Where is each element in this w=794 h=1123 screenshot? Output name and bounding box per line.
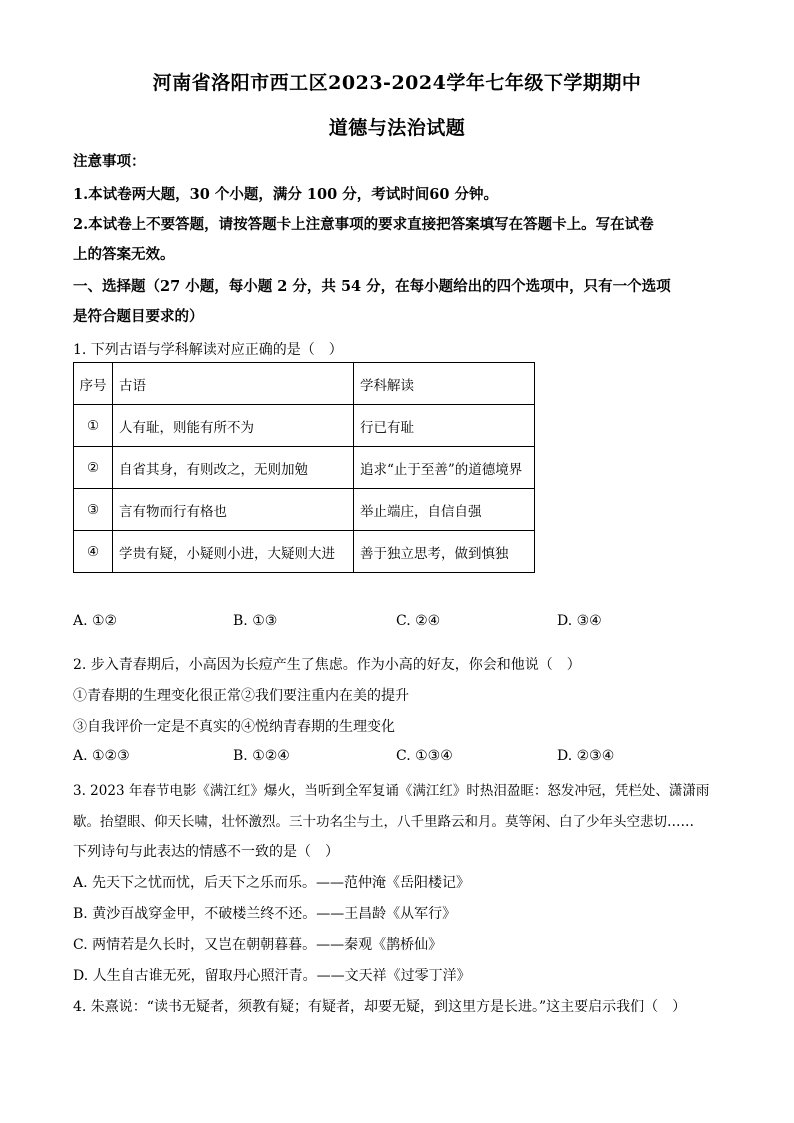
section-heading-line-2: 是符合题目要求的） [73, 308, 204, 325]
table-cell: 学贵有疑，小疑则小进，大疑则大进 [113, 531, 354, 573]
q2-option-b: B. ①②④ [233, 748, 290, 764]
table-cell: 追求“止于至善”的道德境界 [354, 447, 535, 489]
table-cell: ② [74, 447, 113, 489]
exam-subtitle: 道德与法治试题 [328, 117, 466, 139]
q1-stem: 1. 下列古语与学科解读对应正确的是（ ） [73, 342, 343, 358]
table-header-cell: 序号 [74, 363, 113, 405]
notes-item-1: 1.本试卷两大题，30 个小题，满分 100 分，考试时间60 分钟。 [73, 186, 498, 203]
table-cell: 言有物而行有格也 [113, 489, 354, 531]
q2-option-a: A. ①②③ [73, 748, 130, 764]
q3-option-b: B. 黄沙百战穿金甲，不破楼兰终不还。——王昌龄《从军行》 [73, 906, 457, 922]
table-cell: ③ [74, 489, 113, 531]
table-cell: 自省其身，有则改之，无则加勉 [113, 447, 354, 489]
q3-stem-line-2: 歇。抬望眼、仰天长啸，壮怀激烈。三十功名尘与土，八千里路云和月。莫等闲、白了少年头空悲切…… [73, 814, 694, 830]
q4-stem: 4. 朱熹说：“读书无疑者，须教有疑；有疑者，却要无疑，到这里方是长进。”这主要启示我们（ ） [73, 999, 687, 1015]
section-heading-line-1: 一、选择题（27 小题，每小题 2 分，共 54 分，在每小题给出的四个选项中，只有一个选项 [73, 278, 671, 295]
table-row [74, 447, 535, 489]
q1-option-d: D. ③④ [557, 613, 602, 629]
q3-option-a: A. 先天下之忧而忧，后天下之乐而乐。——范仲淹《岳阳楼记》 [73, 875, 471, 891]
notes-item-2-line-2: 上的答案无效。 [73, 246, 175, 263]
q3-stem-line-3: 下列诗句与此表达的情感不一致的是（ ） [73, 844, 339, 860]
table-header-row [74, 363, 535, 405]
table-row [74, 489, 535, 531]
notes-item-2-line-1: 2.本试卷上不要答题，请按答题卡上注意事项的要求直接把答案填写在答题卡上。写在试卷 [73, 216, 654, 233]
table-cell: 善于独立思考，做到慎独 [354, 531, 535, 573]
q3-stem-line-1: 3. 2023 年春节电影《满江红》爆火，当听到全军复诵《满江红》时热泪盈眶：怒发冲冠，凭栏处、潇潇雨 [73, 783, 710, 799]
q2-option-c: C. ①③④ [396, 748, 453, 764]
q2-stem: 2. 步入青春期后，小高因为长痘产生了焦虑。作为小高的好友，你会和他说（ ） [73, 657, 581, 673]
q2-statement-line-1: ①青春期的生理变化很正常②我们要注重内在美的提升 [73, 688, 409, 704]
q2-option-d: D. ②③④ [557, 748, 615, 764]
exam-title: 河南省洛阳市西工区2023-2024学年七年级下学期期中 [152, 72, 642, 94]
q3-option-d: D. 人生自古谁无死，留取丹心照汗青。——文天祥《过零丁洋》 [73, 968, 471, 984]
q1-option-a: A. ①② [73, 613, 118, 629]
table-cell: 举止端庄，自信自强 [354, 489, 535, 531]
table-row [74, 405, 535, 447]
table-row [74, 531, 535, 573]
q1-option-b: B. ①③ [233, 613, 278, 629]
notes-heading: 注意事项： [73, 153, 146, 170]
table-header-cell: 学科解读 [354, 363, 535, 405]
q3-option-c: C. 两情若是久长时，又岂在朝朝暮暮。——秦观《鹊桥仙》 [73, 937, 443, 953]
q2-statement-line-2: ③自我评价一定是不真实的④悦纳青春期的生理变化 [73, 719, 395, 735]
table-cell: 人有耻，则能有所不为 [113, 405, 354, 447]
q1-table [73, 362, 535, 573]
table-cell: ④ [74, 531, 113, 573]
table-cell: 行已有耻 [354, 405, 535, 447]
q1-option-c: C. ②④ [396, 613, 441, 629]
table-cell: ① [74, 405, 113, 447]
table-header-cell: 古语 [113, 363, 354, 405]
